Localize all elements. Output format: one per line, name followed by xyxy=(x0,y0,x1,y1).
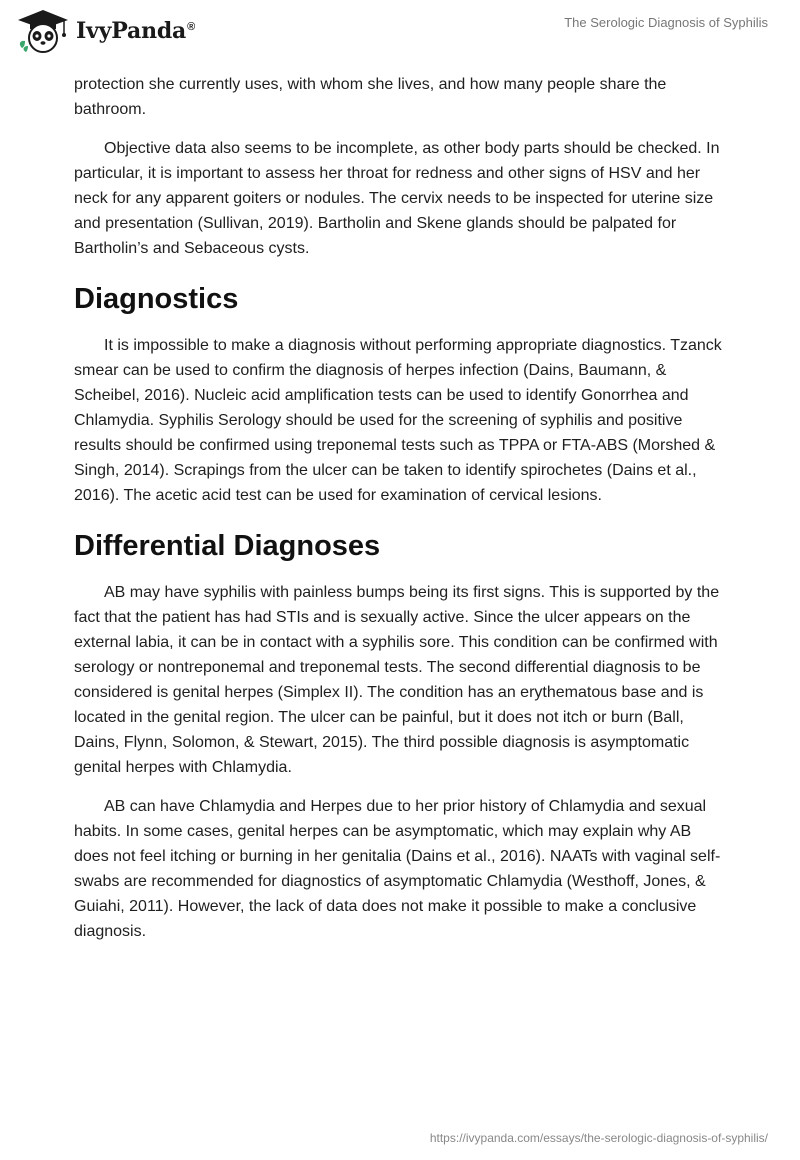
footer-url-link[interactable]: https://ivypanda.com/essays/the-serologic-diagnosis-of-syphilis/ xyxy=(429,1131,768,1145)
page-header xyxy=(0,0,800,66)
paragraph: It is impossible to make a diagnosis without performing appropriate diagnostics. Tzanck smear can be used to confirm the diagnosis of herpes infection (Dains, Baumann, & Scheibel, 2016). Nucleic acid amplification tests can be used to identify Gonorrhea and Chlamydia. Syphilis Serology should be used for the screening of syphilis and positive results should be confirmed using treponemal tests such as TPPA or FTA-ABS (Morshed & Singh, 2014). Scrapings from the ulcer can be taken to identify spirochetes (Dains et al., 2016). The acetic acid test can be used for examination of cervical lesions. xyxy=(74,337,722,504)
panda-logo-icon xyxy=(16,8,70,54)
section-heading-differential-diagnoses: Differential Diagnoses xyxy=(74,530,381,562)
section-heading-diagnostics: Diagnostics xyxy=(74,283,239,315)
paragraph: Objective data also seems to be incomplete, as other body parts should be checked. In particular, it is important to assess her throat for redness and other signs of HSV and her neck for any apparent goiters or nodules. The cervix needs to be inspected for uterine size and presentation (Sullivan, 2019). Bartholin and Skene glands should be palpated for Bartholin’s and Sebaceous cysts. xyxy=(74,140,720,257)
registered-mark: ® xyxy=(187,20,196,33)
paragraph: AB may have syphilis with painless bumps being its first signs. This is supported by the fact that the patient has had STIs and is sexually active. Since the ulcer appears on the external labia, it can be in contact with a syphilis sore. This condition can be confirmed with serology or nontreponemal and treponemal tests. The second differential diagnosis to be considered is genital herpes (Simplex II). The condition has an erythematous base and is located in the genital region. The ulcer can be painful, but it does not itch or burn (Ball, Dains, Flynn, Solomon, & Stewart, 2015). The third possible diagnosis is asymptomatic genital herpes with Chlamydia. xyxy=(74,584,720,776)
logo-text: IvyPanda® xyxy=(76,18,196,44)
paragraph: AB can have Chlamydia and Herpes due to her prior history of Chlamydia and sexual habits. In some cases, genital herpes can be asymptomatic, which may explain why AB does not feel itching or burning in her genitalia (Dains et al., 2016). NAATs with vaginal self-swabs are recommended for diagnostics of asymptomatic Chlamydia (Westhoff, Jones, & Guiahi, 2011). However, the lack of data does not make it possible to make a conclusive diagnosis. xyxy=(74,798,721,940)
document-title: The Serologic Diagnosis of Syphilis xyxy=(564,15,768,30)
logo[interactable] xyxy=(16,8,195,54)
essay-body xyxy=(74,72,726,958)
paragraph: protection she currently uses, with whom she lives, and how many people share the bathroom. xyxy=(74,76,667,118)
